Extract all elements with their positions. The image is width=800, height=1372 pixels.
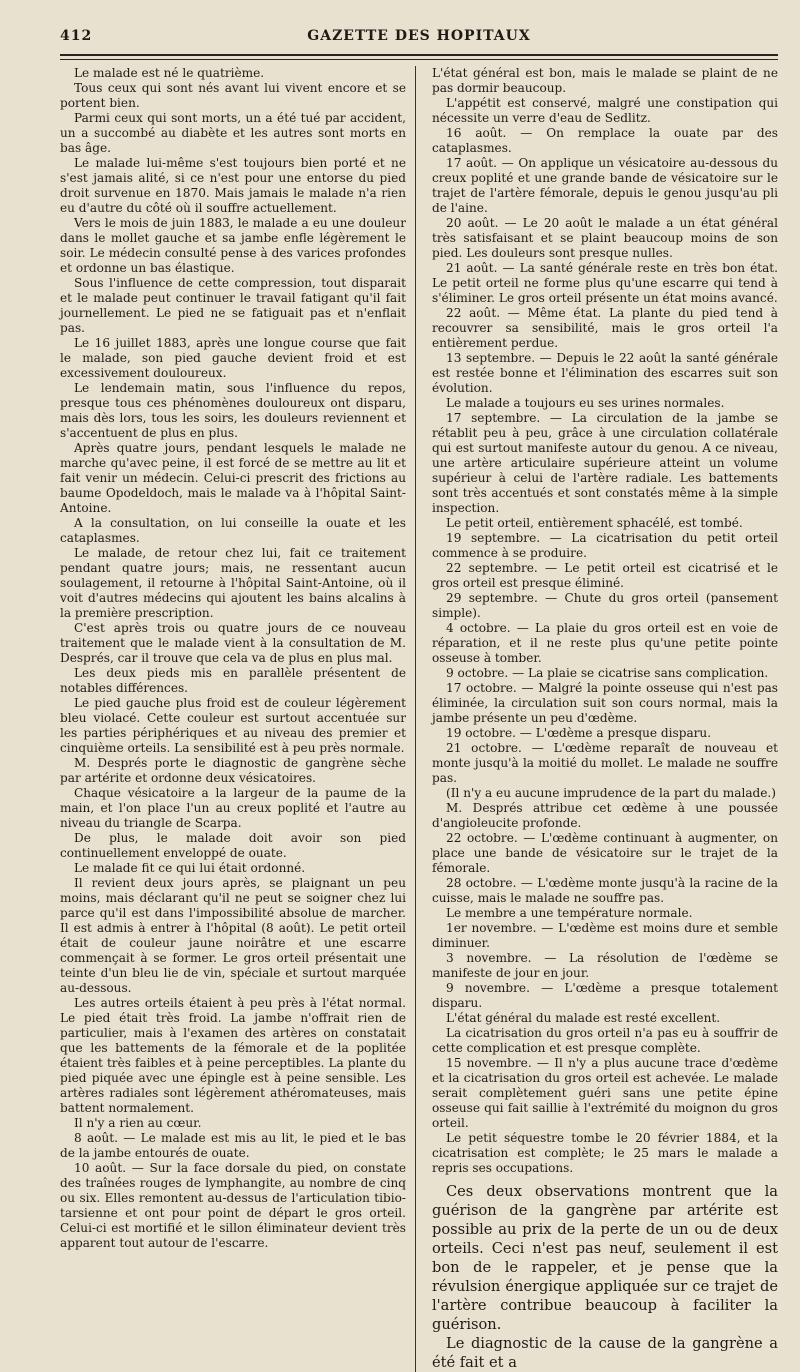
- paragraph: 1er novembre. — L'œdème est moins dure et semble diminuer.: [432, 921, 778, 950]
- paragraph: 3 novembre. — La résolution de l'œdème se manifeste de jour en jour.: [432, 951, 778, 980]
- paragraph: 22 septembre. — Le petit orteil est cicatrisé et le gros orteil est presque éliminé.: [432, 561, 778, 590]
- paragraph: Le petit orteil, entièrement sphacélé, est tombé.: [446, 516, 743, 530]
- column-divider: [415, 66, 416, 1372]
- paragraph: Le petit séquestre tombe le 20 février 1884, et la cicatrisation est complète; le 25 mars le malade a repris ses occupations.: [432, 1131, 778, 1175]
- paragraph: 15 novembre. — Il n'y a plus aucune trace d'œdème et la cicatrisation du gros orteil est achevée. Le malade serait complètement guéri sans une petite épine osseuse qui fait saillie à l'extrémité du moignon du gros orteil.: [432, 1056, 778, 1130]
- paragraph: M. Després attribue cet œdème à une poussée d'angioleucite profonde.: [432, 801, 778, 830]
- paragraph: 4 octobre. — La plaie du gros orteil est en voie de réparation, et il ne reste plus qu'une petite pointe osseuse à tomber.: [432, 621, 778, 665]
- paragraph: 13 septembre. — Depuis le 22 août la santé générale est restée bonne et l'élimination des escarres suit son évolution.: [432, 351, 778, 395]
- paragraph: 22 octobre. — L'œdème continuant à augmenter, on place une bande de vésicatoire sur le trajet de la fémorale.: [432, 831, 778, 875]
- page-header: [60, 26, 778, 48]
- paragraph: Le 16 juillet 1883, après une longue course que fait le malade, son pied gauche devient froid et est excessivement douloureux.: [60, 336, 406, 380]
- right-column: [432, 66, 778, 1372]
- paragraph: De plus, le malade doit avoir son pied continuellement enveloppé de ouate.: [60, 831, 406, 860]
- paragraph: 22 août. — Même état. La plante du pied tend à recouvrer sa sensibilité, mais le gros orteil l'a entièrement perdue.: [432, 306, 778, 350]
- paragraph: Ces deux observations montrent que la guérison de la gangrène par artérite est possible au prix de la perte de un ou de deux orteils. Ceci n'est pas neuf, seulement il est bon de le rappeler, et je pense que la révulsion énergique appliquée sur ce trajet de l'artère contribue beaucoup à faciliter la guérison.: [432, 1183, 778, 1333]
- paragraph: 9 novembre. — L'œdème a presque totalement disparu.: [432, 981, 778, 1010]
- paragraph: L'état général du malade est resté excellent.: [446, 1011, 721, 1025]
- paragraph: 28 octobre. — L'œdème monte jusqu'à la racine de la cuisse, mais le malade ne souffre pas.: [432, 876, 778, 905]
- article-columns: [60, 66, 778, 1372]
- journal-title: GAZETTE DES HOPITAUX: [307, 28, 531, 44]
- paragraph: M. Després porte le diagnostic de gangrène sèche par artérite et ordonne deux vésicatoires.: [60, 756, 406, 785]
- paragraph: 8 août. — Le malade est mis au lit, le pied et le bas de la jambe entourés de ouate.: [60, 1131, 406, 1160]
- paragraph: L'état général est bon, mais le malade se plaint de ne pas dormir beaucoup.: [432, 66, 778, 95]
- paragraph: Le malade lui-même s'est toujours bien porté et ne s'est jamais alité, si ce n'est pour une entorse du pied droit survenue en 1870. Mais jamais le malade n'a rien eu d'autre du côté où il souffre actuellement.: [60, 156, 406, 215]
- paragraph: 19 septembre. — La cicatrisation du petit orteil commence à se produire.: [432, 531, 778, 560]
- paragraph: 16 août. — On remplace la ouate par des cataplasmes.: [432, 126, 778, 155]
- paragraph: 20 août. — Le 20 août le malade a un état général très satisfaisant et se plaint beaucoup moins de son pied. Les douleurs sont presque nulles.: [432, 216, 778, 260]
- header-rule-thin: [60, 59, 778, 60]
- paragraph: 19 octobre. — L'œdème a presque disparu.: [446, 726, 712, 740]
- paragraph: Il n'y a rien au cœur.: [74, 1116, 202, 1130]
- paragraph: Le membre a une température normale.: [446, 906, 693, 920]
- right-column-text: [432, 66, 778, 1176]
- paragraph: 29 septembre. — Chute du gros orteil (pansement simple).: [432, 591, 778, 620]
- paragraph: 10 août. — Sur la face dorsale du pied, on constate des traînées rouges de lymphangite, au nombre de cinq ou six. Elles remontent au-dessus de l'articulation tibio-tarsienne et ont pour point de départ le gros orteil. Celui-ci est mortifié et le sillon éliminateur devient très apparent tout autour de l'escarre.: [60, 1161, 406, 1250]
- paragraph: 9 octobre. — La plaie se cicatrise sans complication.: [446, 666, 769, 680]
- paragraph: Le lendemain matin, sous l'influence du repos, presque tous ces phénomènes douloureux ont disparu, mais dès lors, tous les soirs, les douleurs reviennent et s'accentuent de plus en plus.: [60, 381, 406, 440]
- paragraph: Parmi ceux qui sont morts, un a été tué par accident, un a succombé au diabète et les autres sont morts en bas âge.: [60, 111, 406, 155]
- paragraph: Vers le mois de juin 1883, le malade a eu une douleur dans le mollet gauche et sa jambe enfle légèrement le soir. Le médecin consulté pense à des varices profondes et ordonne un bas élastique.: [60, 216, 406, 275]
- left-column: [60, 66, 406, 1372]
- paragraph: A la consultation, on lui conseille la ouate et les cataplasmes.: [60, 516, 406, 545]
- paragraph: Le pied gauche plus froid est de couleur légèrement bleu violacé. Cette couleur est surtout accentuée sur les parties périphériques et au niveau des premier et cinquième orteils. La sensibilité est à peu près normale.: [60, 696, 406, 755]
- paragraph: Le malade, de retour chez lui, fait ce traitement pendant quatre jours; mais, ne ressentant aucun soulagement, il retourne à l'hôpital Saint-Antoine, où il voit d'autres médecins qui ajoutent les bains alcalins à la première prescription.: [60, 546, 406, 620]
- paragraph: Les deux pieds mis en parallèle présentent de notables différences.: [60, 666, 406, 695]
- paragraph: 17 octobre. — Malgré la pointe osseuse qui n'est pas éliminée, la circulation suit son cours normal, mais la jambe présente un peu d'œdème.: [432, 681, 778, 725]
- paragraph: 21 octobre. — L'œdème reparaît de nouveau et monte jusqu'à la moitié du mollet. Le malade ne souffre pas.: [432, 741, 778, 785]
- paragraph: 21 août. — La santé générale reste en très bon état. Le petit orteil ne forme plus qu'une escarre qui tend à s'éliminer. Le gros orteil présente un état moins avancé.: [432, 261, 778, 305]
- paragraph: Il revient deux jours après, se plaignant un peu moins, mais déclarant qu'il ne peut se soigner chez lui parce qu'il est dans l'impossibilité absolue de marcher. Il est admis à entrer à l'hôpital (8 août). Le petit orteil était de couleur jaune noirâtre et une escarre commençait à se former. Le gros orteil présentait une teinte d'un bleu lie de vin, spéciale et surtout marquée au-dessous.: [60, 876, 406, 995]
- paragraph: (Il n'y a eu aucune imprudence de la part du malade.): [446, 786, 776, 800]
- paragraph: Le malade est né le quatrième.: [74, 66, 265, 80]
- header-rule-thick: [60, 54, 778, 56]
- page-number: 412: [60, 28, 93, 44]
- paragraph: Le malade fit ce qui lui était ordonné.: [74, 861, 306, 875]
- paragraph: L'appétit est conservé, malgré une constipation qui nécessite un verre d'eau de Sedlitz.: [432, 96, 778, 125]
- paragraph: Les autres orteils étaient à peu près à l'état normal. Le pied était très froid. La jambe n'offrait rien de particulier, mais à l'examen des artères on constatait que les battements de la fémorale et de la poplitée étaient très faibles et à peine perceptibles. La plante du pied piquée avec une épingle est à peine sensible. Les artères radiales sont légèrement athéromateuses, mais battent normalement.: [60, 996, 406, 1115]
- paragraph: Sous l'influence de cette compression, tout disparait et le malade peut continuer le travail fatigant qu'il fait journellement. Le pied ne se fatiguait pas et n'enflait pas.: [60, 276, 406, 335]
- paragraph: C'est après trois ou quatre jours de ce nouveau traitement que le malade vient à la consultation de M. Després, car il trouve que cela va de plus en plus mal.: [60, 621, 406, 665]
- conclusion-text: [432, 1182, 778, 1372]
- paragraph: 17 septembre. — La circulation de la jambe se rétablit peu à peu, grâce à une circulation collatérale qui est surtout manifeste autour du genou. A ce niveau, une artère articulaire supérieure atteint un volume supérieur à celui de l'artère radiale. Les battements sont très accentués et sont constatés même à la simple inspection.: [432, 411, 778, 515]
- paragraph: La cicatrisation du gros orteil n'a pas eu à souffrir de cette complication et est presque complète.: [432, 1026, 778, 1055]
- paragraph: Le malade a toujours eu ses urines normales.: [446, 396, 725, 410]
- paragraph: Chaque vésicatoire a la largeur de la paume de la main, et l'on place l'un au creux poplité et l'autre au niveau du triangle de Scarpa.: [60, 786, 406, 830]
- paragraph: Après quatre jours, pendant lesquels le malade ne marche qu'avec peine, il est forcé de se mettre au lit et fait venir un médecin. Celui-ci prescrit des frictions au baume Opodeldoch, mais le malade va à l'hôpital Saint-Antoine.: [60, 441, 406, 515]
- paragraph: Tous ceux qui sont nés avant lui vivent encore et se portent bien.: [60, 81, 406, 110]
- paragraph: 17 août. — On applique un vésicatoire au-dessous du creux poplité et une grande bande de vésicatoire sur le trajet de l'artère fémorale, depuis le genou jusqu'au pli de l'aine.: [432, 156, 778, 215]
- paragraph: Le diagnostic de la cause de la gangrène a été fait et a: [432, 1335, 778, 1371]
